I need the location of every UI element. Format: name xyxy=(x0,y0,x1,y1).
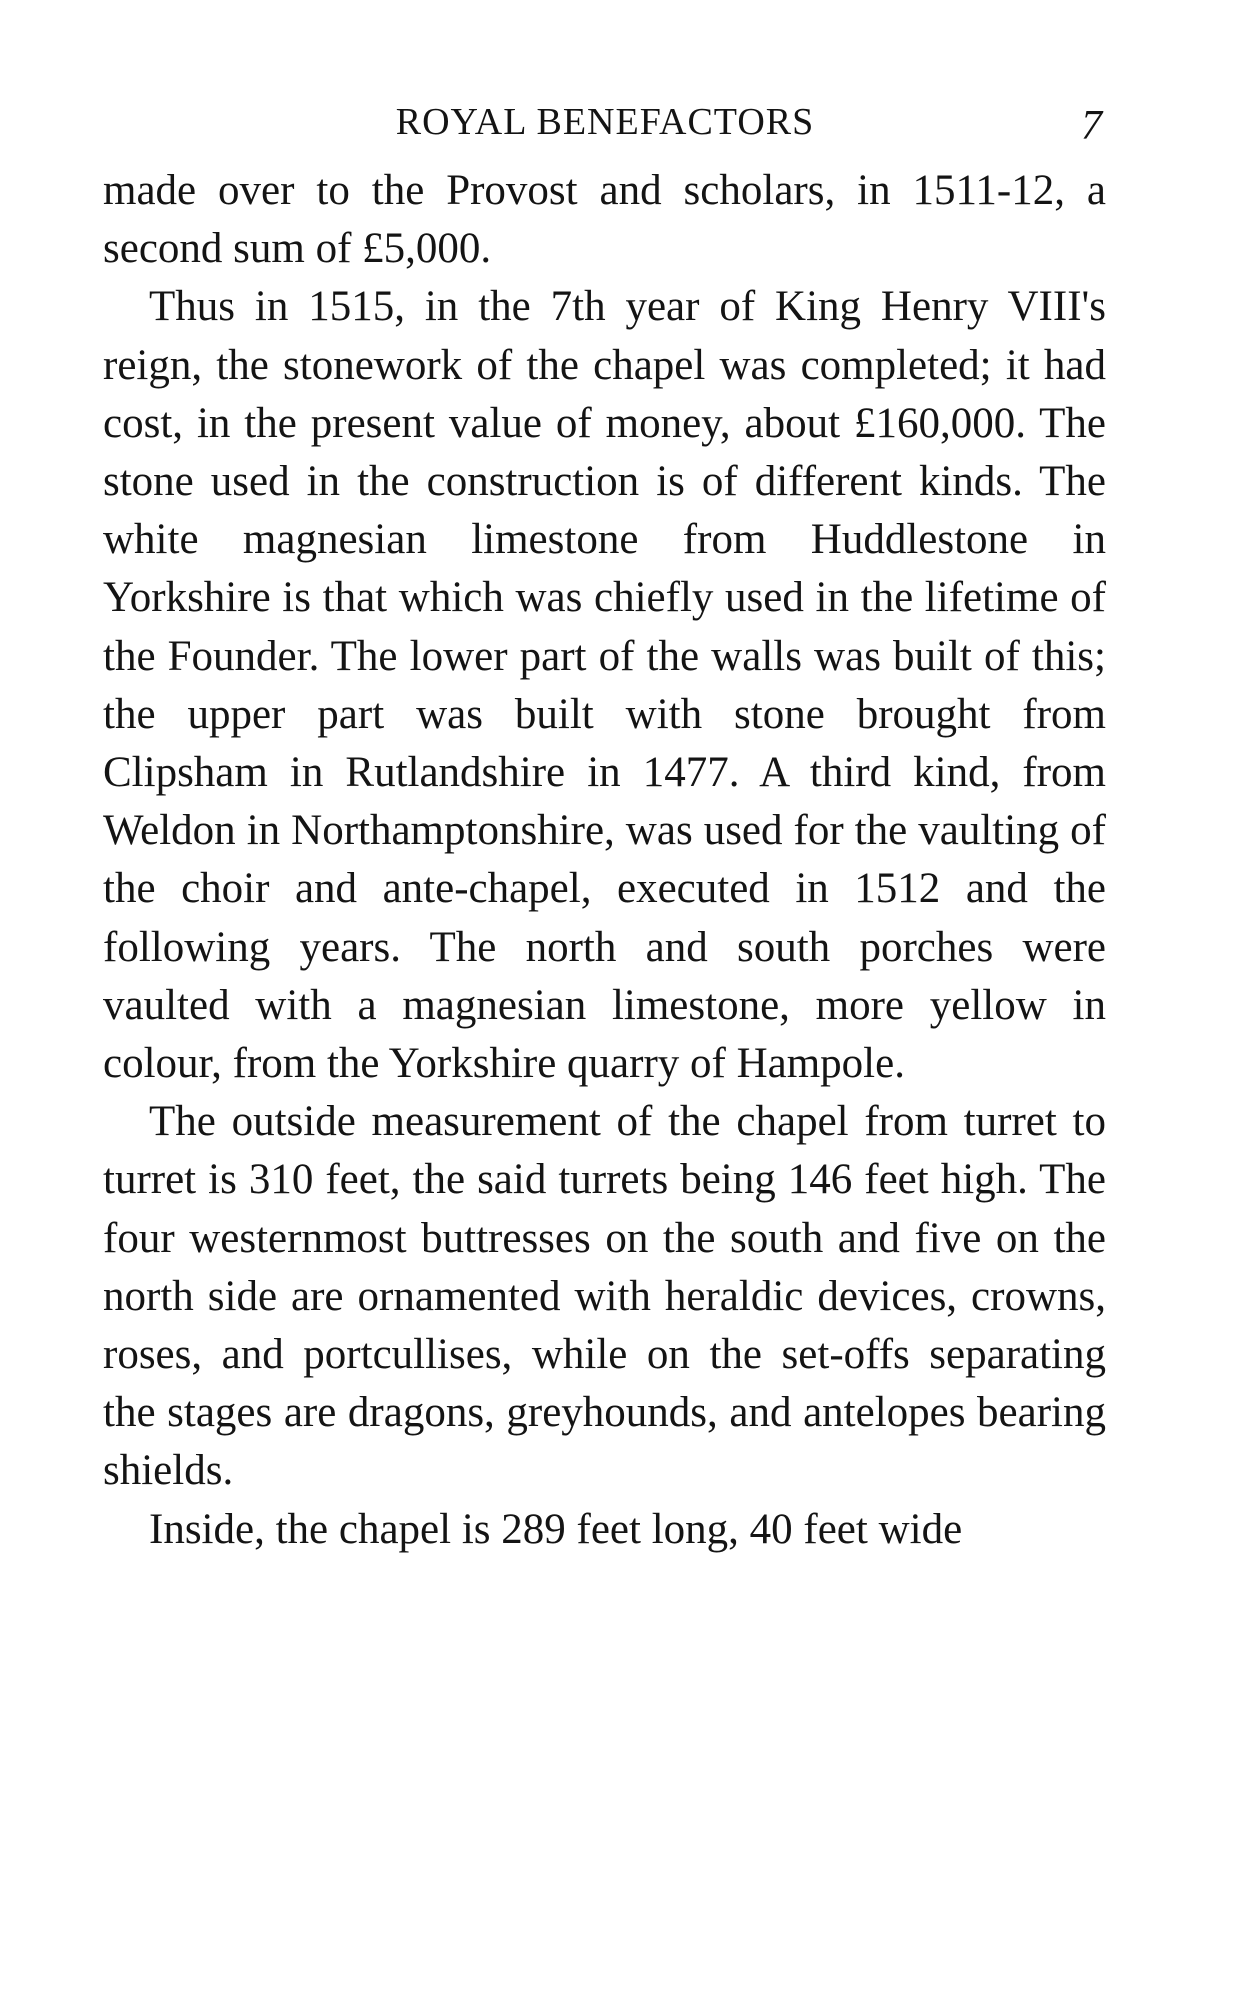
running-title: ROYAL BENEFACTORS xyxy=(395,101,815,143)
paragraph-inside-measurement: Inside, the chapel is 289 feet long, 40 feet wide xyxy=(149,1505,963,1553)
running-head xyxy=(100,92,1110,152)
paragraph-continuation: made over to the Provost and scholars, in 1511-12, a second sum of £5,000. xyxy=(103,167,1106,273)
paragraph-outside-measurement: The outside measurement of the chapel from turret to turret is 310 feet, the said turrets being 146 feet high. The four westernmost buttresses on the south and five on the north side are ornamented with heraldic devices, crowns, roses, and portcullises, while on the set-offs separating the stages are dragons, greyhounds, and antelopes bearing shields. xyxy=(103,1098,1106,1495)
page-number: 7 xyxy=(1081,103,1102,149)
paragraph-stonework: Thus in 1515, in the 7th year of King Henry VIII's reign, the stonework of the chapel was completed; it had cost, in the present value of money, about £160,000. The stone used in the construction is of different kinds. The white magnesian limestone from Huddlestone in Yorkshire is that which was chiefly used in the lifetime of the Founder. The lower part of the walls was built of this; the upper part was built with stone brought from Clipsham in Rutlandshire in 1477. A third kind, from Weldon in Northamptonshire, was used for the vaulting of the choir and ante-chapel, executed in 1512 and the following years. The north and south porches were vaulted with a magnesian limestone, more yellow in colour, from the Yorkshire quarry of Hampole. xyxy=(103,283,1106,1088)
body-text xyxy=(103,162,1106,1559)
